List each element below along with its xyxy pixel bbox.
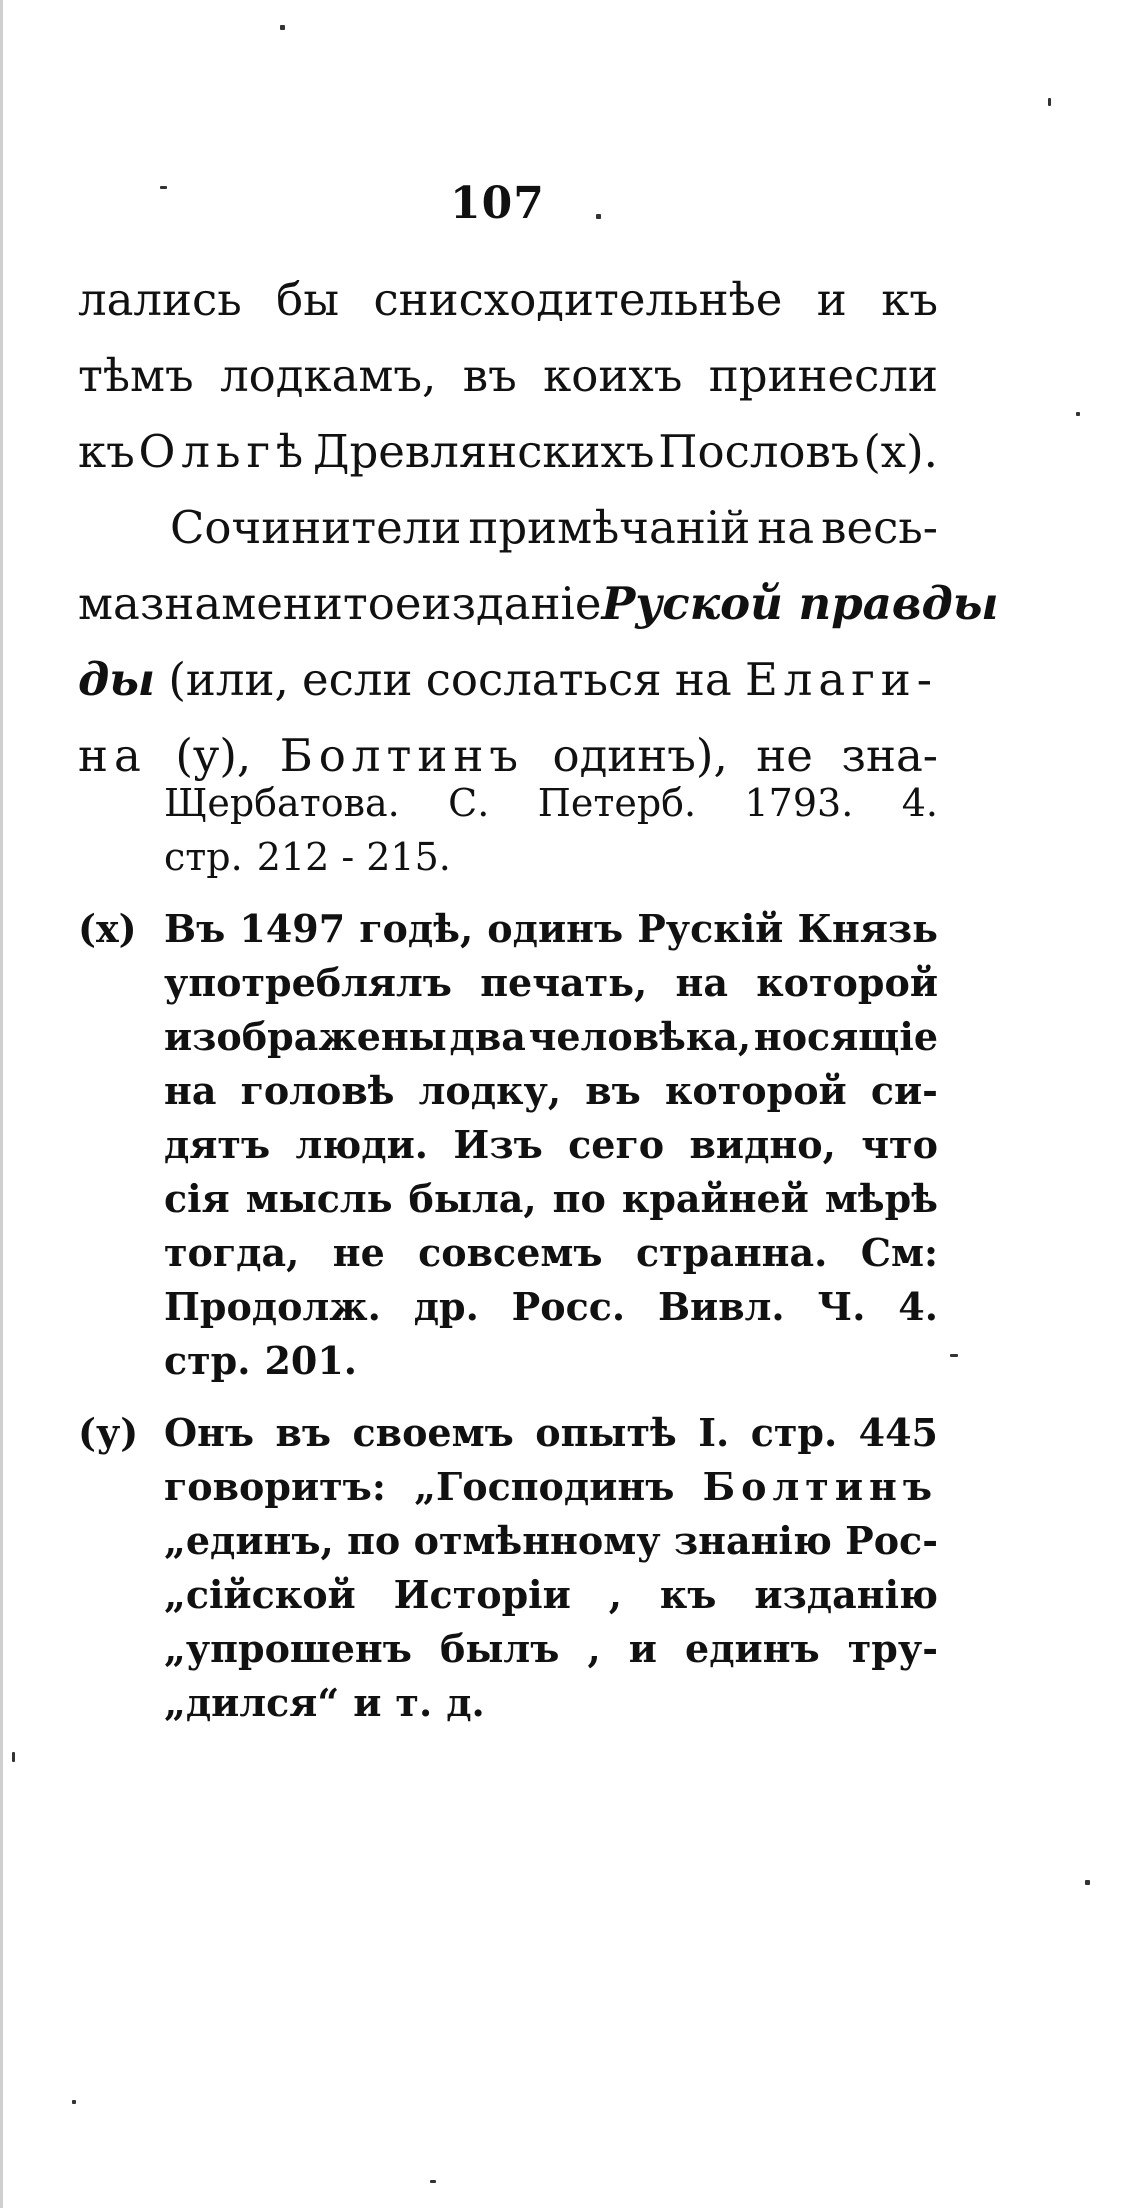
word: „единъ, — [164, 1518, 334, 1563]
word: Ч. — [817, 1284, 866, 1329]
footnote-line — [78, 902, 938, 956]
word: что — [861, 1122, 938, 1167]
footnote-marker: (х) — [78, 906, 137, 951]
word: сія — [164, 1176, 230, 1221]
text-line — [78, 414, 938, 490]
word: и — [353, 1680, 382, 1725]
word: др. — [413, 1284, 479, 1329]
word: коихъ — [543, 349, 683, 402]
word: на — [674, 653, 732, 706]
footnote-line — [78, 1280, 938, 1334]
word: тру- — [847, 1626, 938, 1671]
word: головѣ — [240, 1068, 395, 1113]
word: си- — [870, 1068, 938, 1113]
footnote-line-body — [164, 1406, 938, 1460]
print-speck — [1048, 98, 1051, 106]
word: См: — [860, 1230, 938, 1275]
word: былъ — [439, 1626, 560, 1671]
word: т. — [395, 1680, 433, 1725]
word: на — [757, 501, 815, 554]
footnote-line — [78, 1676, 938, 1730]
print-speck — [430, 2180, 436, 2183]
word: 1497 — [239, 906, 346, 951]
word: , — [587, 1626, 601, 1671]
word: не — [756, 729, 813, 782]
word: носящіе — [753, 1014, 938, 1059]
word: I. — [698, 1410, 730, 1455]
footnote-line — [78, 776, 938, 830]
word: Рускій — [637, 906, 784, 951]
word: на — [78, 729, 147, 782]
footnote-line — [78, 956, 938, 1010]
word: д. — [446, 1680, 485, 1725]
word: печать, — [480, 960, 648, 1005]
footnote-line-body — [164, 902, 938, 956]
footnote-line — [78, 1172, 938, 1226]
print-speck — [950, 1354, 958, 1357]
footnote-line — [78, 1460, 938, 1514]
word: одинъ — [487, 906, 624, 951]
word: изданію — [754, 1572, 938, 1617]
word: Древлянскихъ — [312, 425, 655, 478]
word: видно, — [689, 1122, 836, 1167]
word: въ — [462, 349, 517, 402]
word: весь- — [821, 501, 938, 554]
word: къ — [659, 1572, 717, 1617]
word: стр. — [164, 835, 243, 879]
word: Князь — [797, 906, 938, 951]
text-line — [78, 642, 938, 718]
word: С. — [448, 781, 490, 825]
footnote-line — [78, 1064, 938, 1118]
word: Изъ — [453, 1122, 543, 1167]
word: примѣчаній — [468, 501, 751, 554]
footnote-line — [78, 1010, 938, 1064]
word: „сійской — [164, 1572, 356, 1617]
footnote-line — [78, 1334, 938, 1388]
word: на — [675, 960, 728, 1005]
word: снисходительнѣе — [373, 273, 783, 326]
footnote-line — [78, 1568, 938, 1622]
word: 4. — [901, 781, 938, 825]
word: ды — [78, 653, 156, 706]
word: къ — [78, 425, 135, 478]
word: Ольгѣ — [138, 425, 310, 478]
word: зна- — [841, 729, 938, 782]
word: лодкамъ, — [220, 349, 437, 402]
word: (х). — [863, 425, 938, 478]
word: (у), — [175, 729, 252, 782]
word: годѣ, — [359, 906, 474, 951]
word: своемъ — [352, 1410, 514, 1455]
word: люди. — [295, 1122, 429, 1167]
word: ма — [78, 577, 140, 630]
word: (или, — [168, 653, 289, 706]
word: лались — [78, 273, 242, 326]
print-speck — [1085, 1880, 1090, 1885]
main-body-text — [78, 262, 999, 794]
word: въ — [275, 1410, 332, 1455]
footnote-line — [78, 1514, 938, 1568]
word: Руской правды — [601, 577, 999, 630]
word: „упрошенъ — [164, 1626, 412, 1671]
print-speck — [1076, 412, 1080, 416]
word: по — [347, 1518, 401, 1563]
text-line — [78, 490, 938, 566]
word: Онъ — [164, 1410, 255, 1455]
footnote-line — [78, 1226, 938, 1280]
word: 201. — [264, 1338, 358, 1383]
word: тѣмъ — [78, 349, 194, 402]
word: въ — [585, 1068, 641, 1113]
footnote-marker: (у) — [78, 1410, 139, 1455]
word: употреблялъ — [164, 960, 452, 1005]
note-spacer — [78, 884, 938, 902]
word: Пословъ — [658, 425, 860, 478]
word: Въ — [164, 906, 226, 951]
word: Болтинъ — [279, 729, 524, 782]
word: знаменитое — [139, 577, 422, 630]
print-speck — [12, 1752, 15, 1762]
word: 1793. — [744, 781, 854, 825]
text-line — [78, 566, 999, 642]
page-number: 107 — [450, 178, 545, 229]
word: единъ — [685, 1626, 820, 1671]
word: , — [608, 1572, 622, 1617]
word: 212 - 215. — [256, 835, 451, 879]
word: была, — [408, 1176, 537, 1221]
word: два — [449, 1014, 526, 1059]
word: одинъ), — [552, 729, 728, 782]
word: принесли — [708, 349, 938, 402]
word: „Господинъ — [414, 1464, 675, 1509]
word: Росс. — [511, 1284, 626, 1329]
word: сослаться — [425, 653, 662, 706]
footnote-line — [78, 1118, 938, 1172]
word: Исторіи — [393, 1572, 571, 1617]
word: изображены — [164, 1014, 447, 1059]
footnote-line — [78, 1622, 938, 1676]
word: если — [302, 653, 413, 706]
word: человѣка, — [528, 1014, 752, 1059]
word: 4. — [898, 1284, 938, 1329]
word: стр. — [750, 1410, 838, 1455]
word: Рос- — [845, 1518, 938, 1563]
word: на — [164, 1068, 217, 1113]
word: крайней — [621, 1176, 809, 1221]
word: Сочинители — [170, 501, 462, 554]
word: сего — [568, 1122, 665, 1167]
print-speck — [596, 214, 601, 219]
word: Болтинъ — [702, 1464, 938, 1509]
word: совсемъ — [418, 1230, 603, 1275]
print-speck — [280, 25, 285, 30]
word: отмѣнному — [413, 1518, 661, 1563]
print-speck — [160, 186, 167, 189]
word: опытѣ — [535, 1410, 677, 1455]
word: Петерб. — [537, 781, 697, 825]
word: бы — [276, 273, 340, 326]
word: говоритъ: — [164, 1464, 386, 1509]
text-line — [78, 338, 938, 414]
word: Продолж. — [164, 1284, 381, 1329]
word: по — [552, 1176, 606, 1221]
word: и — [628, 1626, 657, 1671]
word: и — [816, 273, 847, 326]
word: которой — [756, 960, 938, 1005]
footnote-line — [78, 1406, 938, 1460]
word: „дился“ — [164, 1680, 340, 1725]
footnotes — [78, 776, 938, 1730]
word: къ — [881, 273, 938, 326]
note-spacer — [78, 1388, 938, 1406]
word: дятъ — [164, 1122, 271, 1167]
footnote-line — [78, 830, 938, 884]
print-speck — [72, 2100, 76, 2104]
word: не — [332, 1230, 385, 1275]
word: Елаги- — [744, 653, 938, 706]
word: тогда, — [164, 1230, 300, 1275]
word: странна. — [635, 1230, 828, 1275]
word: знанію — [673, 1518, 832, 1563]
word: лодку, — [418, 1068, 562, 1113]
word: Вивл. — [657, 1284, 785, 1329]
word: которой — [664, 1068, 847, 1113]
word: Щербатова. — [164, 781, 400, 825]
word: изданіе — [421, 577, 602, 630]
word: 445 — [858, 1410, 938, 1455]
page-edge-shadow — [0, 0, 3, 2208]
word: стр. — [164, 1338, 251, 1383]
text-line — [78, 262, 938, 338]
word: мѣрѣ — [824, 1176, 938, 1221]
word: мысль — [245, 1176, 393, 1221]
